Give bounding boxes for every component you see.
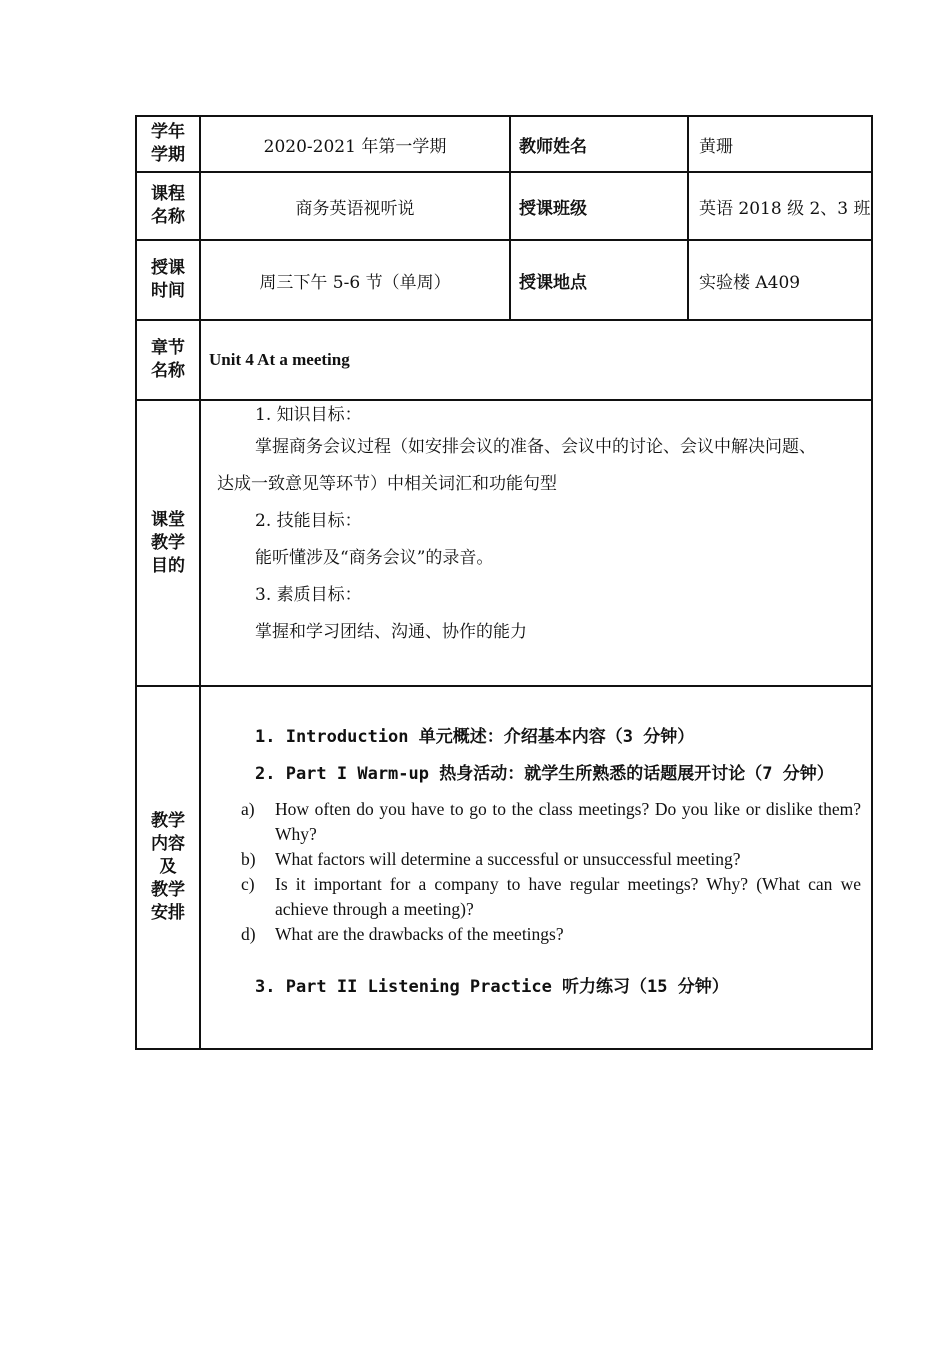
quality-text: 掌握和学习团结、沟通、协作的能力 <box>255 622 527 642</box>
content-body <box>200 686 872 1049</box>
question-marker: d) <box>241 924 256 944</box>
class-value: 英语 2018 级 2、3 班 <box>688 172 872 240</box>
goals-row <box>136 400 872 686</box>
warm-up-questions <box>201 797 861 947</box>
class-label: 授课班级 <box>510 172 688 240</box>
question-text: How often do you have to go to the class meetings? Do you like or dislike them? Why? <box>275 799 861 844</box>
course-value: 商务英语视听说 <box>200 172 510 240</box>
section-listening: 3. Part II Listening Practice 听力练习（15 分钟） <box>255 977 729 997</box>
question-item <box>201 922 861 947</box>
teacher-value: 黄珊 <box>688 116 872 172</box>
place-label: 授课地点 <box>510 240 688 320</box>
question-item <box>201 797 861 847</box>
question-marker: a) <box>241 799 255 819</box>
time-label: 授课 时间 <box>136 240 200 320</box>
quality-heading: 3. 素质目标： <box>255 585 362 605</box>
teacher-label: 教师姓名 <box>510 116 688 172</box>
content-label: 教学 内容 及 教学 安排 <box>136 686 200 1049</box>
question-text: What factors will determine a successful or unsuccessful meeting? <box>275 849 741 869</box>
knowledge-line-1: 掌握商务会议过程（如安排会议的准备、会议中的讨论、会议中解决问题、 <box>255 437 816 457</box>
skill-text: 能听懂涉及“商务会议”的录音。 <box>255 548 494 568</box>
question-item <box>201 872 861 922</box>
course-row <box>136 172 872 240</box>
question-marker: c) <box>241 874 255 894</box>
term-value: 2020-2021 年第一学期 <box>200 116 510 172</box>
lesson-plan-table <box>135 115 873 1050</box>
time-value: 周三下午 5-6 节（单周） <box>200 240 510 320</box>
section-warm-up: 2. Part I Warm-up 热身活动：就学生所熟悉的话题展开讨论（7 分钟） <box>255 764 834 784</box>
question-text: Is it important for a company to have regular meetings? Why? (What can we achieve through a meeting)? <box>275 874 861 919</box>
course-label: 课程 名称 <box>136 172 200 240</box>
question-item <box>201 847 861 872</box>
section-introduction: 1. Introduction 单元概述：介绍基本内容（3 分钟） <box>255 727 695 747</box>
place-value: 实验楼 A409 <box>688 240 872 320</box>
content-row <box>136 686 872 1049</box>
goals-content <box>200 400 872 686</box>
question-marker: b) <box>241 849 256 869</box>
knowledge-heading: 1. 知识目标： <box>255 405 362 425</box>
time-row <box>136 240 872 320</box>
term-row <box>136 116 872 172</box>
skill-heading: 2. 技能目标： <box>255 511 362 531</box>
knowledge-line-2: 达成一致意见等环节）中相关词汇和功能句型 <box>217 474 557 494</box>
chapter-label: 章节 名称 <box>136 320 200 400</box>
question-text: What are the drawbacks of the meetings? <box>275 924 564 944</box>
goals-label: 课堂 教学 目的 <box>136 400 200 686</box>
chapter-value: Unit 4 At a meeting <box>200 320 872 400</box>
term-label: 学年 学期 <box>136 116 200 172</box>
chapter-row <box>136 320 872 400</box>
